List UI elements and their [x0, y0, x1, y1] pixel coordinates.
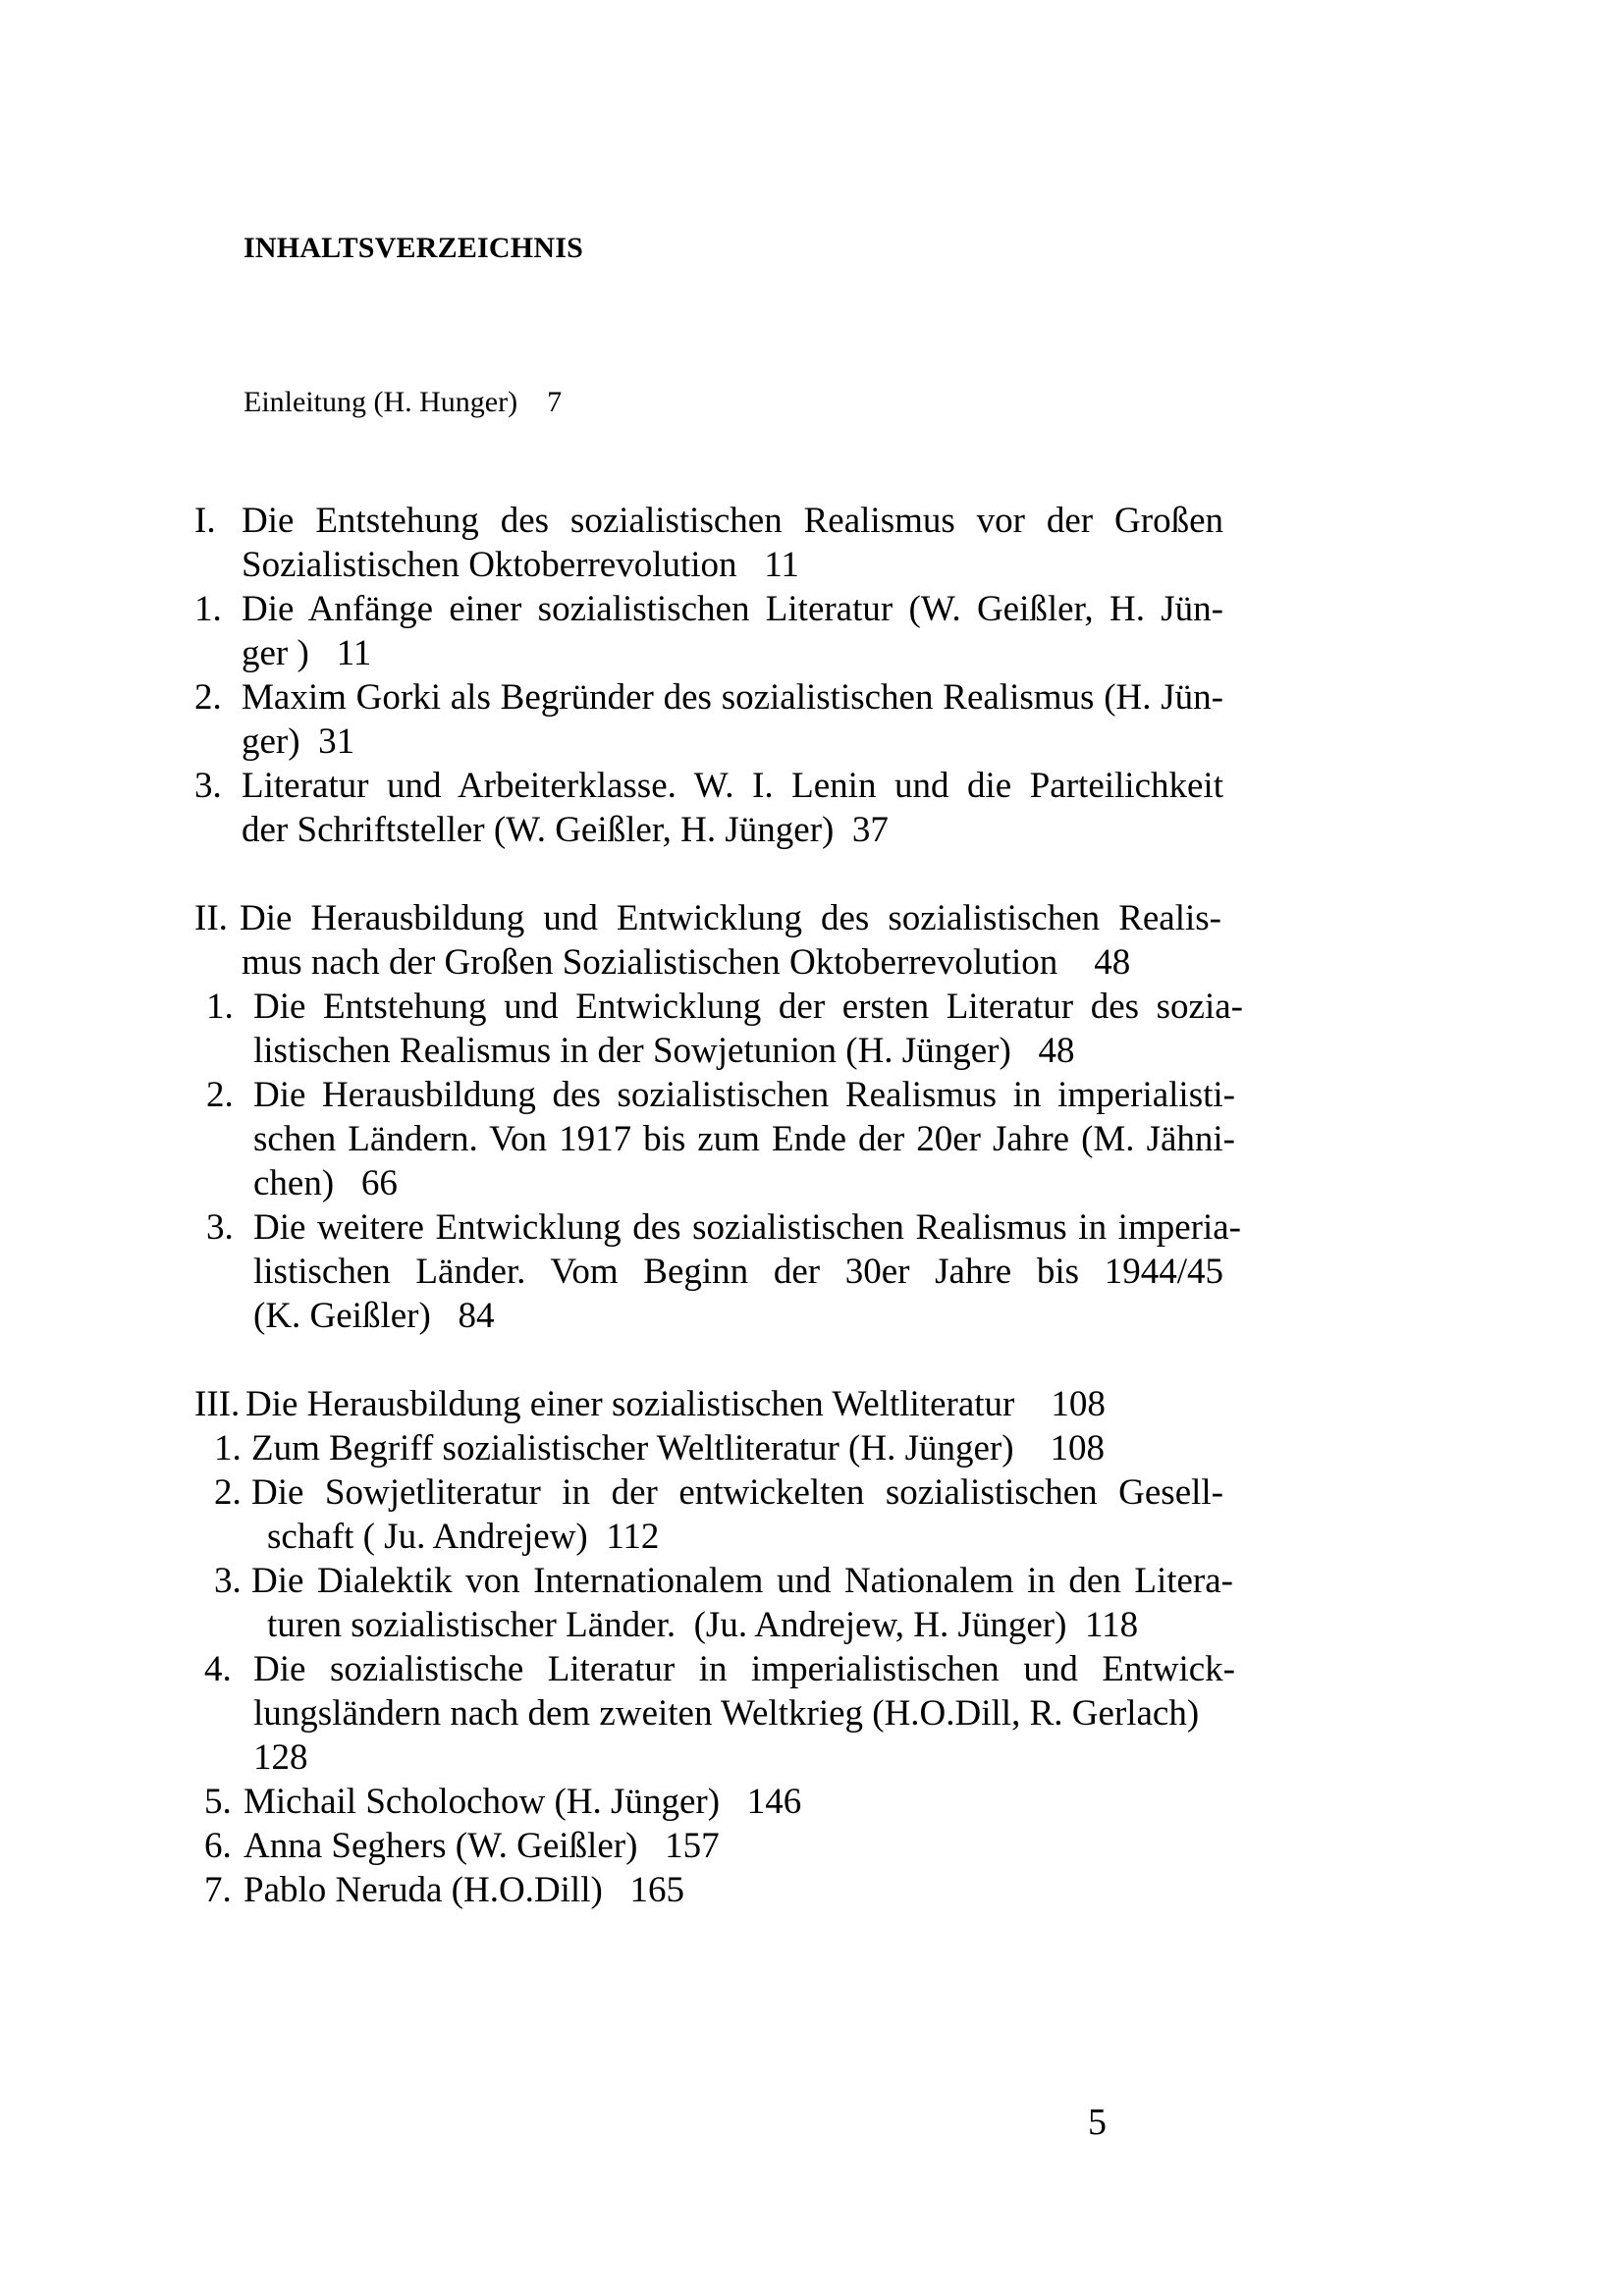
toc-line: Die Entstehung und Entwicklung der ersten Literatur des sozia- — [253, 987, 1243, 1027]
toc-line: Anna Seghers (W. Geißler) 157 — [244, 1826, 720, 1866]
toc-line: schen Ländern. Von 1917 bis zum Ende der 20er Jahre (M. Jähni- — [253, 1119, 1235, 1159]
item-number: 2. — [194, 677, 222, 718]
item-title — [253, 1073, 1235, 1205]
toc-line: Die sozialistische Literatur in imperialistischen und Entwick- — [253, 1649, 1235, 1689]
item-number: 2. — [214, 1472, 242, 1513]
section-title — [242, 499, 1223, 587]
toc-intro-entry: Einleitung (H. Hunger) 7 — [244, 386, 563, 418]
toc-line: mus nach der Großen Sozialistischen Oktoberrevolution 48 — [242, 942, 1131, 983]
item-number: 2. — [206, 1075, 234, 1115]
toc-line: lungsländern nach dem zweiten Weltkrieg (H.O.Dill, R. Gerlach) — [253, 1693, 1200, 1734]
section-title — [245, 1382, 1227, 1426]
toc-line: 128 — [253, 1737, 308, 1778]
item-number: 1. — [214, 1428, 242, 1468]
item-title — [242, 587, 1223, 675]
toc-line: Literatur und Arbeiterklasse. W. I. Lenin und die Parteilichkeit — [242, 766, 1223, 806]
item-title — [244, 1824, 1225, 1868]
toc-line: ger ) 11 — [242, 633, 372, 673]
item-number: 1. — [206, 987, 234, 1027]
item-title — [253, 1647, 1235, 1780]
item-number: 6. — [204, 1826, 232, 1866]
toc-line: Die Dialektik von Internationalem und Nationalem in den Litera- — [251, 1561, 1233, 1601]
toc-line: chen) 66 — [253, 1163, 398, 1203]
item-number: 3. — [214, 1561, 242, 1601]
page-number: 5 — [1088, 2102, 1107, 2143]
toc-line: Sozialistischen Oktoberrevolution 11 — [242, 545, 799, 585]
toc-line: (K. Geißler) 84 — [253, 1296, 495, 1336]
item-title — [251, 1559, 1233, 1647]
item-number: 4. — [204, 1649, 232, 1689]
item-number: 3. — [206, 1207, 234, 1248]
toc-line: turen sozialistischer Länder. (Ju. Andrejew, H. Jünger) 118 — [267, 1605, 1139, 1645]
toc-line: Pablo Neruda (H.O.Dill) 165 — [244, 1870, 685, 1910]
item-title — [244, 1868, 1225, 1912]
toc-line: Die Anfänge einer sozialistischen Literatur (W. Geißler, H. Jün- — [242, 589, 1223, 629]
page-title: INHALTSVERZEICHNIS — [244, 232, 583, 264]
section-number: I. — [194, 501, 216, 541]
section-title — [240, 896, 1221, 985]
item-number: 5. — [204, 1782, 232, 1822]
toc-line: Die weitere Entwicklung des sozialistischen Realismus in imperia- — [253, 1207, 1241, 1248]
item-title — [251, 1426, 1233, 1470]
toc-line: schaft ( Ju. Andrejew) 112 — [267, 1517, 660, 1557]
toc-line: Die Herausbildung einer sozialistischen Weltliteratur 108 — [245, 1384, 1106, 1424]
item-title — [253, 985, 1243, 1073]
toc-line: listischen Länder. Vom Beginn der 30er Jahre bis 1944/45 — [253, 1252, 1223, 1292]
item-title — [253, 1205, 1241, 1338]
section-number: II. — [194, 898, 228, 938]
item-title — [244, 1780, 1225, 1824]
toc-line: der Schriftsteller (W. Geißler, H. Jünger) 37 — [242, 810, 889, 850]
item-title — [251, 1470, 1223, 1559]
item-number: 1. — [194, 589, 222, 629]
item-title — [242, 764, 1223, 852]
item-number: 3. — [194, 766, 222, 806]
toc-line: Michail Scholochow (H. Jünger) 146 — [244, 1782, 802, 1822]
section-number: III. — [194, 1384, 241, 1424]
item-number: 7. — [204, 1870, 232, 1910]
toc-line: Die Sowjetliteratur in der entwickelten sozialistischen Gesell- — [251, 1472, 1223, 1513]
toc-line: Die Entstehung des sozialistischen Realismus vor der Großen — [242, 501, 1223, 541]
toc-line: Zum Begriff sozialistischer Weltliteratur (H. Jünger) 108 — [251, 1428, 1106, 1468]
toc-line: listischen Realismus in der Sowjetunion (H. Jünger) 48 — [253, 1031, 1075, 1071]
item-title — [242, 675, 1223, 764]
toc-line: Maxim Gorki als Begründer des sozialistischen Realismus (H. Jün- — [242, 677, 1223, 718]
toc-line: Die Herausbildung und Entwicklung des sozialistischen Realis- — [240, 898, 1221, 938]
toc-line: Die Herausbildung des sozialistischen Realismus in imperialisti- — [253, 1075, 1235, 1115]
toc-line: ger) 31 — [242, 721, 355, 762]
